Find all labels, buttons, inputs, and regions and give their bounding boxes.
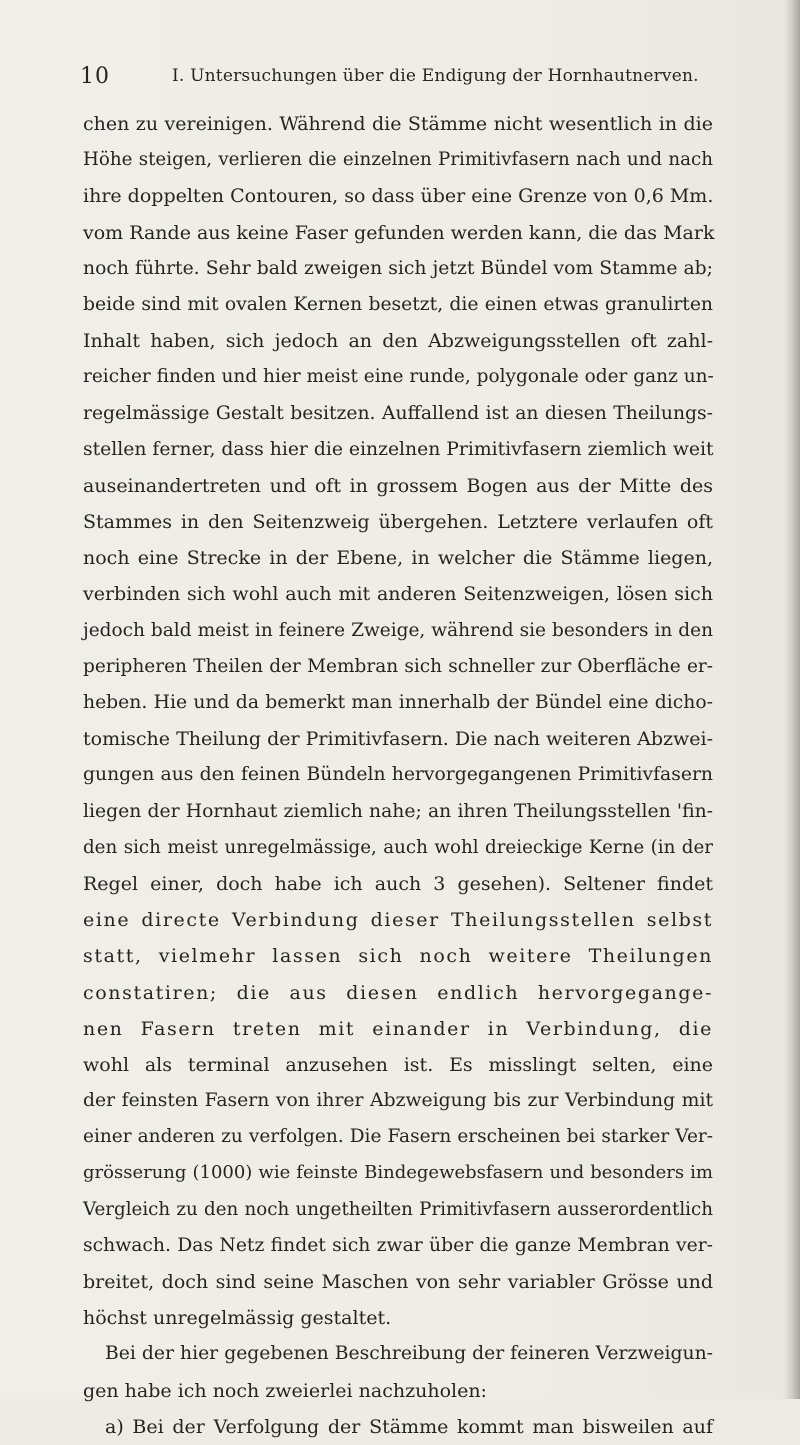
text-line: wohl als terminal anzusehen ist. Es misslingt selten, eine [83,1053,713,1076]
text-line: auseinandertreten und oft in grossem Bogen aus der Mitte des [83,474,713,497]
text-line: peripheren Theilen der Membran sich schneller zur Oberfläche er- [83,655,713,677]
text-line: schwach. Das Netz findet sich zwar über die ganze Membran ver- [83,1234,713,1256]
text-line: a) Bei der Verfolgung der Stämme kommt man bisweilen auf [105,1415,713,1438]
text-line: Stammes in den Seitenzweig übergehen. Letztere verlaufen oft [83,511,713,534]
text-line: grösserung (1000) wie feinste Bindegewebsfasern und besonders im [83,1162,713,1184]
text-line: Höhe steigen, verlieren die einzelnen Primitivfasern nach und nach [83,149,713,171]
page-number: 10 [80,64,110,89]
text-line: verbinden sich wohl auch mit anderen Seitenzweigen, lösen sich [83,583,713,606]
body-text [83,106,713,1445]
text-line: ihre doppelten Contouren, so dass über eine Grenze von 0,6 Mm. [83,185,714,208]
text-line: eine directe Verbindung dieser Theilungsstellen selbst [83,909,713,932]
text-line: regelmässige Gestalt besitzen. Auffallend ist an diesen Theilungs- [83,402,713,424]
text-line: Regel einer, doch habe ich auch 3 gesehen). Seltener findet [83,872,713,895]
text-line: jedoch bald meist in feinere Zweige, während sie besonders in den [83,619,713,641]
text-line: einer anderen zu verfolgen. Die Fasern erscheinen bei starker Ver- [83,1126,713,1148]
text-line: reicher finden und hier meist eine runde, polygonale oder ganz un- [83,366,714,388]
text-line: gungen aus den feinen Bündeln hervorgegangenen Primitivfasern [83,764,713,786]
text-line: breitet, doch sind seine Maschen von sehr variabler Grösse und [83,1271,713,1293]
text-line: Bei der hier gegebenen Beschreibung der feineren Verzweigun- [105,1343,713,1365]
text-line: chen zu vereinigen. Während die Stämme nicht wesentlich in die [83,113,713,135]
text-line: statt, vielmehr lassen sich noch weitere Theilungen [83,945,713,968]
text-line: Inhalt haben, sich jedoch an den Abzweigungsstellen oft zahl- [83,330,713,353]
text-line: liegen der Hornhaut ziemlich nahe; an ihren Theilungsstellen 'fin- [83,800,713,822]
text-line: gen habe ich noch zweierlei nachzuholen: [83,1379,487,1402]
text-line: heben. Hie und da bemerkt man innerhalb der Bündel eine dicho- [83,692,713,713]
text-line: stellen ferner, dass hier die einzelnen Primitivfasern ziemlich weit [83,438,714,460]
text-line: den sich meist unregelmässige, auch wohl dreieckige Kerne (in der [83,836,713,858]
text-line: Vergleich zu den noch ungetheilten Primitivfasern ausserordentlich [83,1198,713,1220]
text-line: vom Rande aus keine Faser gefunden werden kann, die das Mark [83,221,715,244]
page-edge-shadow [784,0,800,1399]
text-line: tomische Theilung der Primitivfasern. Die nach weiteren Abzwei- [83,728,713,751]
text-line: der feinsten Fasern von ihrer Abzweigung bis zur Verbindung mit [83,1090,713,1112]
text-line: constatiren; die aus diesen endlich hervorgegange- [83,981,713,1004]
text-line: höchst unregelmässig gestaltet. [83,1307,392,1330]
text-line: noch eine Strecke in der Ebene, in welcher die Stämme liegen, [83,547,713,570]
text-line: noch führte. Sehr bald zweigen sich jetzt Bündel vom Stamme ab; [83,257,713,279]
running-head [80,64,720,96]
text-line: nen Fasern treten mit einander in Verbindung, die [83,1017,713,1040]
text-line: beide sind mit ovalen Kernen besetzt, die einen etwas granulirten [83,293,713,315]
running-head-title: I. Untersuchungen über die Endigung der Hornhautnerven. [172,66,699,86]
